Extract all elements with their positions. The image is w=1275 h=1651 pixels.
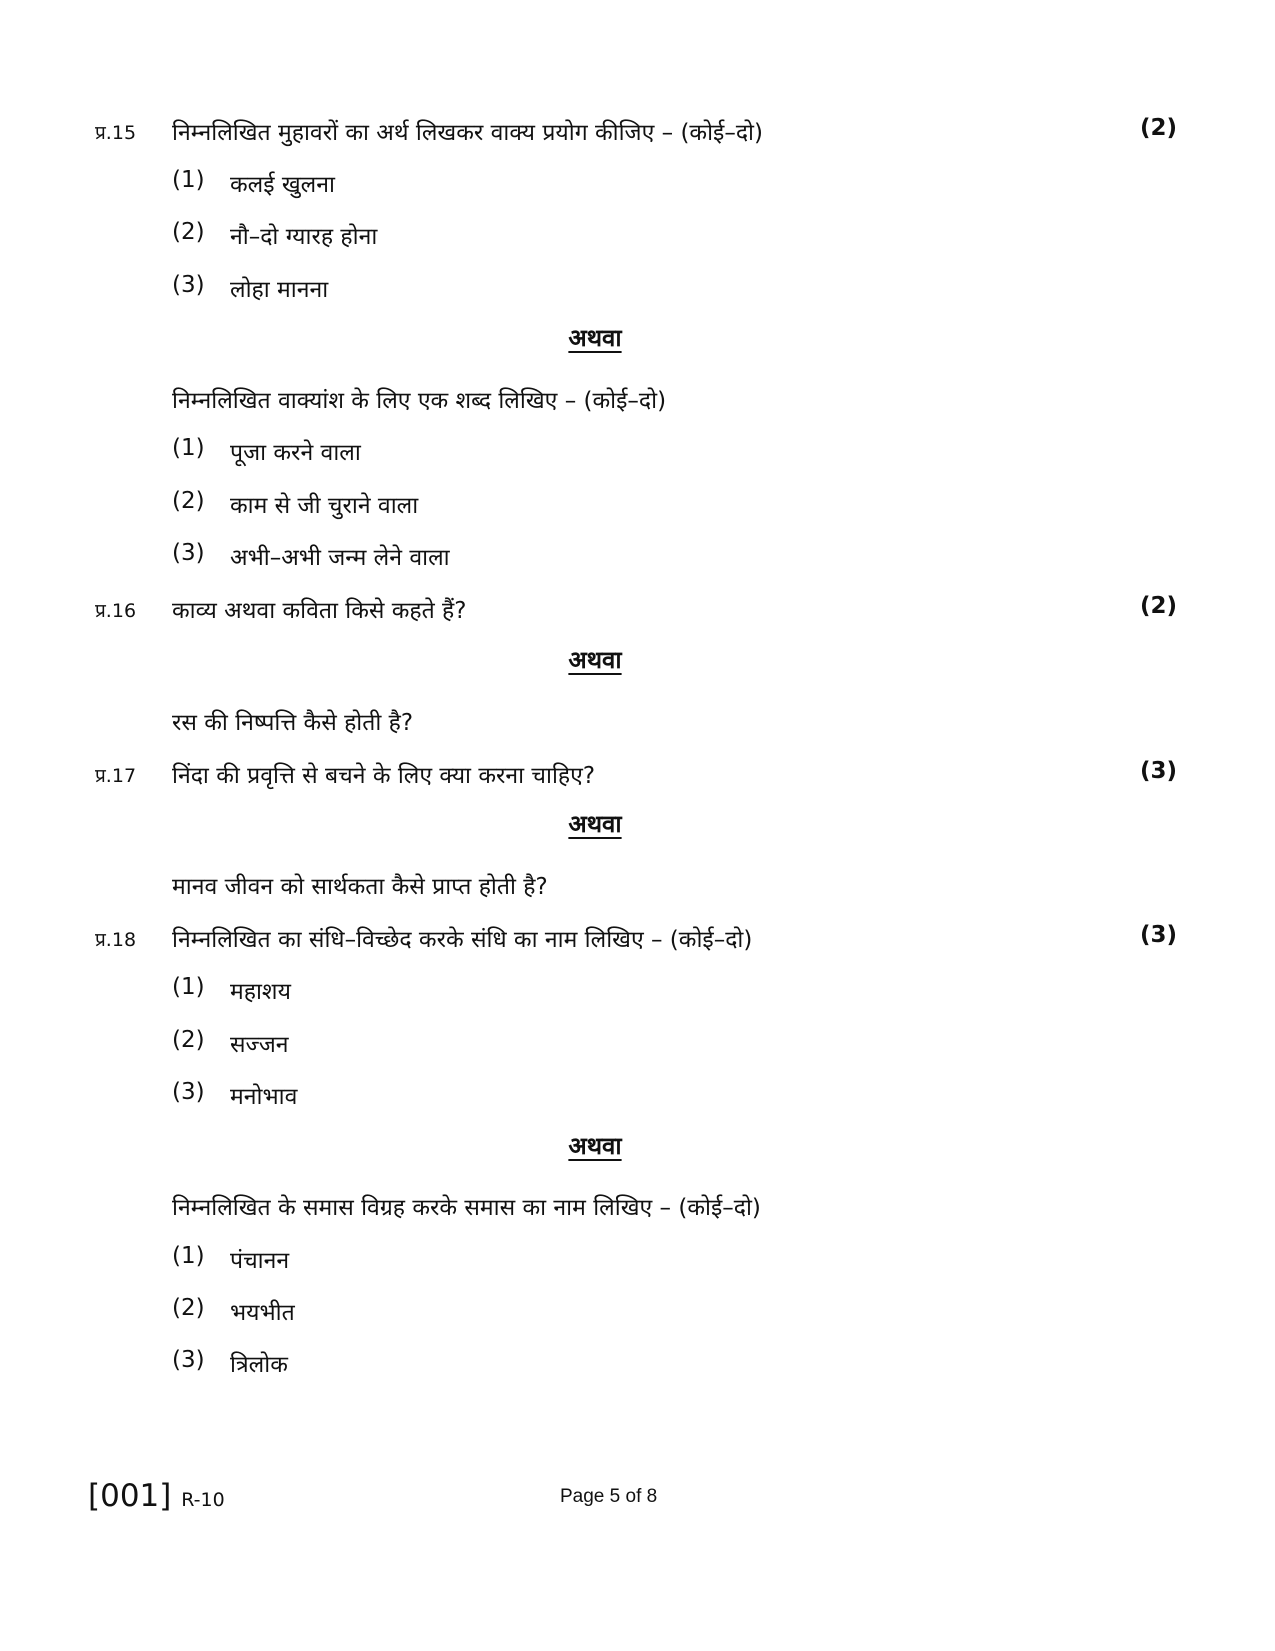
option-text: काम से जी चुराने वाला bbox=[230, 493, 419, 519]
question-16 bbox=[0, 586, 1275, 626]
question-text: काव्य अथवा कविता किसे कहते हैं? bbox=[172, 598, 467, 624]
option-text: भयभीत bbox=[230, 1300, 295, 1326]
option-number: (1) bbox=[172, 1243, 205, 1269]
option-number: (1) bbox=[172, 435, 205, 461]
alternate-question bbox=[0, 376, 1275, 416]
option-number: (2) bbox=[172, 219, 205, 245]
option-text: मनोभाव bbox=[230, 1084, 298, 1110]
question-number: प्र.18 bbox=[95, 929, 137, 951]
option-number: (2) bbox=[172, 1027, 205, 1053]
question-18 bbox=[0, 915, 1275, 955]
option-number: (1) bbox=[172, 974, 205, 1000]
option-item bbox=[0, 481, 1275, 521]
option-text: नौ–दो ग्यारह होना bbox=[230, 224, 378, 250]
paper-series: R-10 bbox=[181, 1489, 225, 1511]
option-text: महाशय bbox=[230, 979, 291, 1005]
paper-code-number: [001] bbox=[88, 1478, 172, 1514]
or-heading: अथवा bbox=[568, 1132, 622, 1160]
or-heading: अथवा bbox=[568, 324, 622, 352]
alternate-question-text: निम्नलिखित वाक्यांश के लिए एक शब्द लिखिए – (कोई–दो) bbox=[172, 388, 667, 414]
option-item bbox=[0, 1340, 1275, 1380]
option-item bbox=[0, 533, 1275, 573]
option-item bbox=[0, 967, 1275, 1007]
question-number: प्र.17 bbox=[95, 765, 137, 787]
option-number: (2) bbox=[172, 488, 205, 514]
question-number: प्र.15 bbox=[95, 122, 137, 144]
question-text: निम्नलिखित का संधि–विच्छेद करके संधि का नाम लिखिए – (कोई–दो) bbox=[172, 927, 753, 953]
alternate-question bbox=[0, 698, 1275, 738]
question-number: प्र.16 bbox=[95, 600, 137, 622]
alternate-question-text: रस की निष्पत्ति कैसे होती है? bbox=[172, 710, 414, 736]
option-item bbox=[0, 160, 1275, 200]
option-text: त्रिलोक bbox=[230, 1352, 288, 1378]
option-number: (3) bbox=[172, 1079, 205, 1105]
option-item bbox=[0, 265, 1275, 305]
question-text: निंदा की प्रवृत्ति से बचने के लिए क्या करना चाहिए? bbox=[172, 763, 596, 789]
option-number: (3) bbox=[172, 540, 205, 566]
option-number: (3) bbox=[172, 272, 205, 298]
option-number: (3) bbox=[172, 1347, 205, 1373]
option-text: अभी–अभी जन्म लेने वाला bbox=[230, 545, 450, 571]
question-marks: (2) bbox=[1140, 593, 1178, 619]
option-number: (2) bbox=[172, 1295, 205, 1321]
alternate-question-text: निम्नलिखित के समास विग्रह करके समास का नाम लिखिए – (कोई–दो) bbox=[172, 1195, 761, 1221]
question-17 bbox=[0, 751, 1275, 791]
option-text: पूजा करने वाला bbox=[230, 440, 361, 466]
option-item bbox=[0, 1072, 1275, 1112]
or-heading: अथवा bbox=[568, 646, 622, 674]
question-15 bbox=[0, 108, 1275, 148]
question-marks: (2) bbox=[1140, 115, 1178, 141]
alternate-question bbox=[0, 1183, 1275, 1223]
option-number: (1) bbox=[172, 167, 205, 193]
or-heading: अथवा bbox=[568, 810, 622, 838]
alternate-question bbox=[0, 862, 1275, 902]
option-item bbox=[0, 1236, 1275, 1276]
question-marks: (3) bbox=[1140, 922, 1178, 948]
option-text: सज्जन bbox=[230, 1032, 289, 1058]
option-item bbox=[0, 428, 1275, 468]
option-text: कलई खुलना bbox=[230, 172, 335, 198]
question-marks: (3) bbox=[1140, 758, 1178, 784]
paper-code bbox=[88, 1478, 225, 1514]
alternate-question-text: मानव जीवन को सार्थकता कैसे प्राप्त होती है? bbox=[172, 874, 548, 900]
option-item bbox=[0, 1020, 1275, 1060]
page-number: Page 5 of 8 bbox=[560, 1486, 658, 1507]
option-item bbox=[0, 212, 1275, 252]
option-text: पंचानन bbox=[230, 1248, 290, 1274]
option-text: लोहा मानना bbox=[230, 277, 329, 303]
question-text: निम्नलिखित मुहावरों का अर्थ लिखकर वाक्य प्रयोग कीजिए – (कोई–दो) bbox=[172, 120, 763, 146]
option-item bbox=[0, 1288, 1275, 1328]
